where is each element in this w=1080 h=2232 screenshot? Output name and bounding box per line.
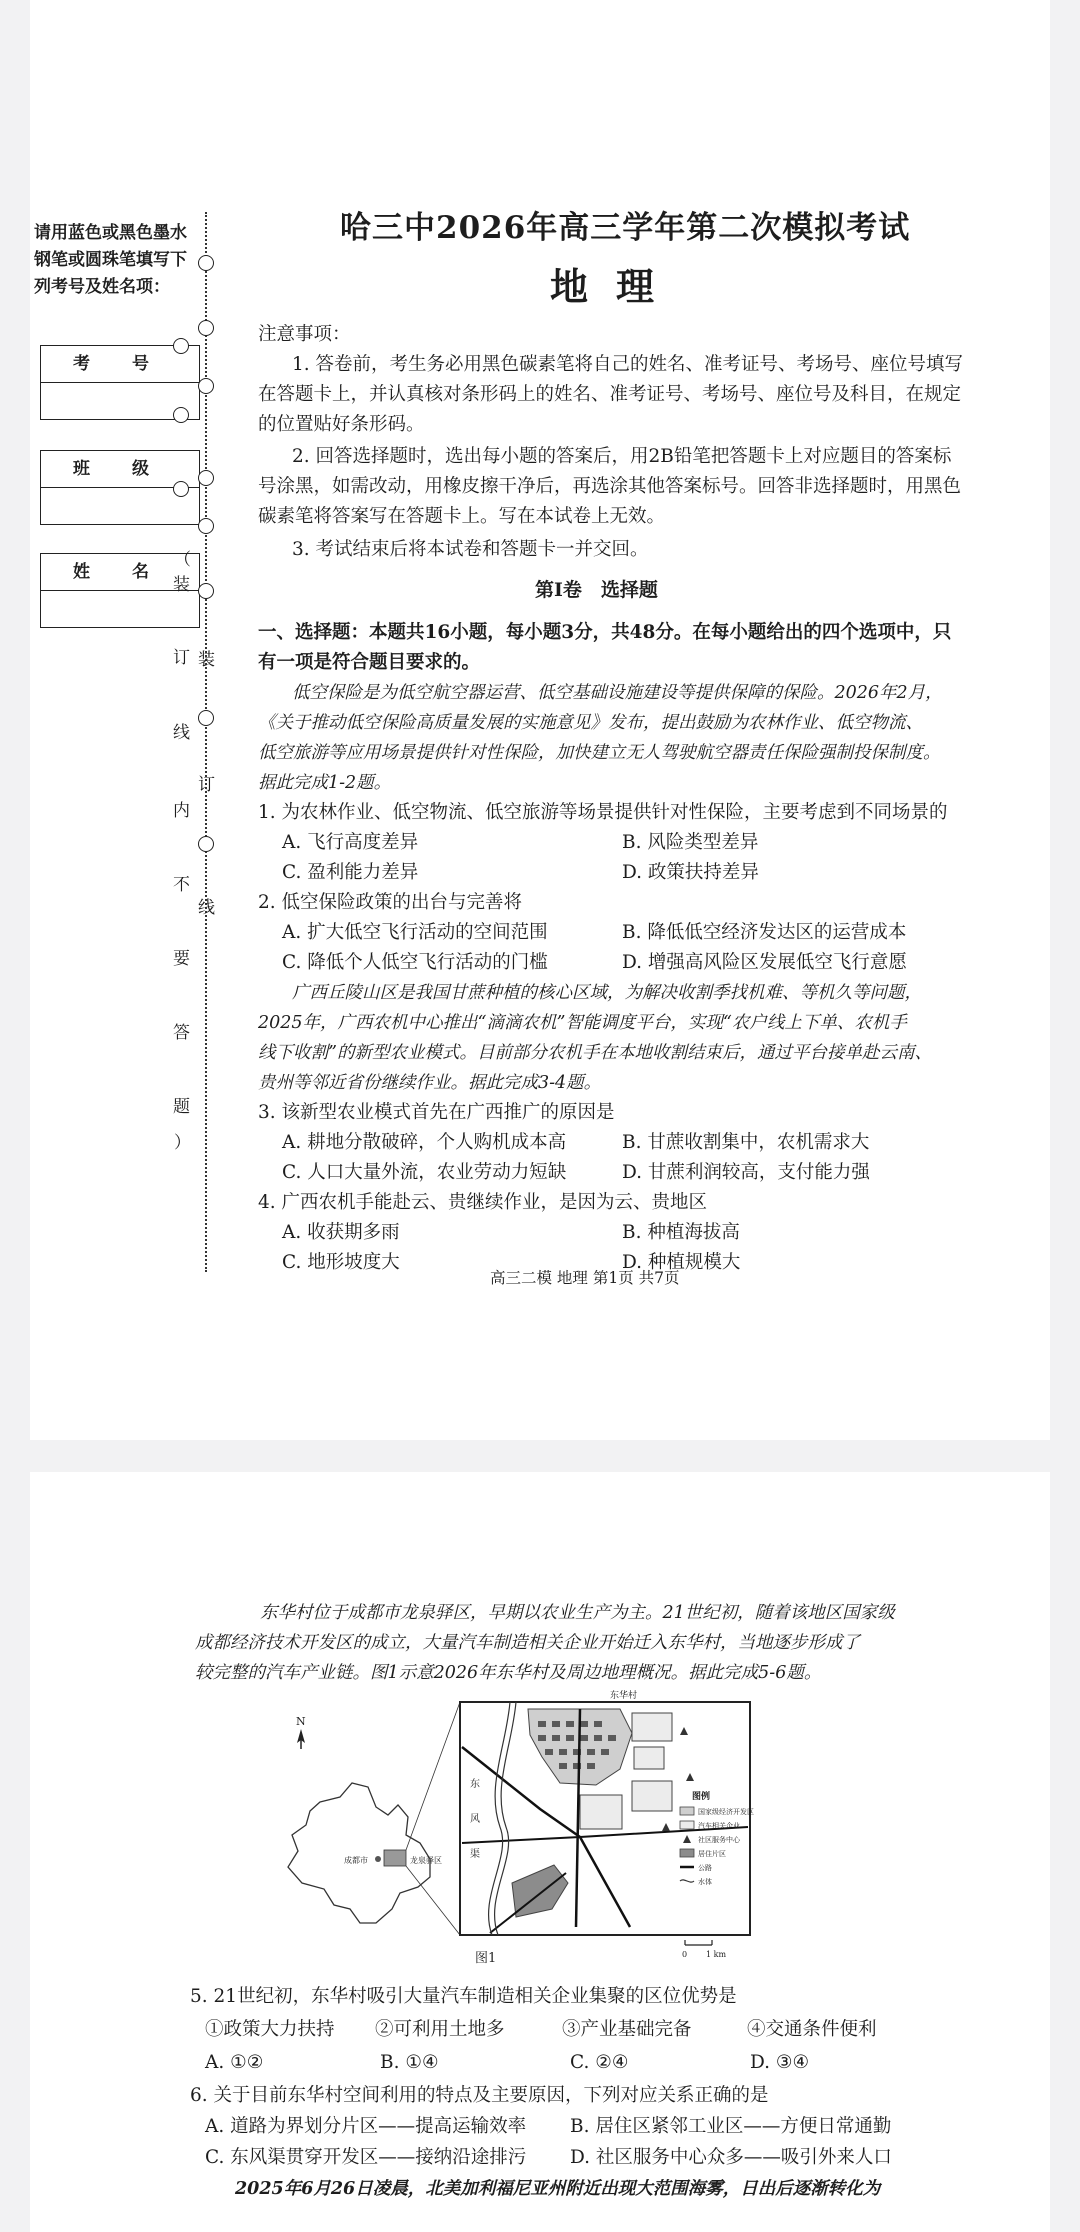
village-label: 东华村	[610, 1691, 638, 1701]
chengdu-label: 成都市	[344, 1856, 368, 1865]
option-d[interactable]: D. 增强高风险区发展低空飞行意愿	[622, 952, 907, 973]
legend-title: 图例	[692, 1792, 711, 1802]
option-c[interactable]: C. 东风渠贯穿开发区——接纳沿途排污	[205, 2147, 527, 2168]
name-field[interactable]	[41, 591, 199, 627]
question-stem: 1. 为农林作业、低空物流、低空旅游等场景提供针对性保险，主要考虑到不同场景的	[258, 802, 948, 823]
longquan-area	[384, 1850, 406, 1866]
scale-label: 1 km	[706, 1950, 727, 1959]
name-label: 姓 名	[41, 554, 199, 591]
option-d[interactable]: D. 甘蔗利润较高，支付能力强	[622, 1162, 870, 1183]
binding-line	[205, 212, 207, 1272]
legend-item: 公路	[698, 1864, 712, 1872]
canal-label: 东	[470, 1779, 480, 1790]
section-intro: 一、选择题：本题共16小题，每小题3分，共48分。在每小题给出的四个选项中，只	[258, 622, 952, 643]
passage-line: 广西丘陵山区是我国甘蔗种植的核心区域，为解决收割季找机难、等机久等问题，	[292, 983, 922, 1003]
longquan-label: 龙泉驿区	[410, 1856, 442, 1865]
industrial-block	[580, 1795, 622, 1829]
statement-4: ④交通条件便利	[747, 2019, 877, 2040]
passage-line: 线下收割”的新型农业模式。目前部分农机手在本地收割结束后，通过平台接单赴云南、	[258, 1043, 932, 1063]
question-stem: 4. 广西农机手能赴云、贵继续作业，是因为云、贵地区	[258, 1192, 708, 1213]
binding-hole	[173, 481, 189, 497]
notes-line: 在答题卡上，并认真核对条形码上的姓名、准考证号、考场号、座位号及科目，在规定	[258, 384, 962, 405]
figure-1-map	[280, 1687, 820, 1987]
section-title: 第Ⅰ卷 选择题	[535, 579, 658, 601]
passage-line: 据此完成1-2题。	[258, 773, 392, 793]
passage-line: 贵州等邻近省份继续作业。据此完成3-4题。	[258, 1073, 602, 1093]
industrial-block	[632, 1713, 672, 1741]
passage-line: 东华村位于成都市龙泉驿区，早期以农业生产为主。21世纪初，随着该地区国家级	[260, 1603, 895, 1623]
option-a[interactable]: A. 飞行高度差异	[282, 832, 419, 853]
legend-swatch	[680, 1821, 694, 1829]
side-instruction: 请用蓝色或黑色墨水钢笔或圆珠笔填写下列考号及姓名项：	[34, 223, 187, 297]
binding-hole	[198, 470, 214, 486]
legend-item: 水体	[698, 1878, 712, 1886]
statement-2: ②可利用土地多	[375, 2019, 505, 2040]
binding-char: ）	[174, 1133, 191, 1153]
option-a[interactable]: A. 收获期多雨	[282, 1222, 400, 1243]
binding-char: 要	[173, 949, 190, 969]
exam-page-2	[30, 1472, 1050, 2232]
option-a[interactable]: A. ①②	[205, 2052, 264, 2073]
binding-char: 订	[198, 775, 215, 795]
notes-line: 1. 答卷前，考生务必用黑色碳素笔将自己的姓名、准考证号、考场号、座位号填写	[292, 354, 964, 375]
canal-label: 渠	[470, 1849, 480, 1860]
binding-char: 订	[173, 648, 190, 668]
binding-hole	[173, 338, 189, 354]
notes-line: 的位置贴好条形码。	[258, 414, 425, 435]
binding-hole	[198, 583, 214, 599]
binding-char: 题	[173, 1097, 190, 1117]
north-arrow-icon	[297, 1729, 305, 1749]
binding-char: 不	[173, 875, 190, 895]
section-intro: 有一项是符合题目要求的。	[258, 652, 481, 673]
option-c[interactable]: C. 地形坡度大	[282, 1252, 400, 1273]
option-d[interactable]: D. ③④	[750, 2052, 810, 2073]
binding-char: 线	[198, 898, 215, 918]
option-c[interactable]: C. 盈利能力差异	[282, 862, 419, 883]
option-b[interactable]: B. 降低低空经济发达区的运营成本	[622, 922, 907, 943]
passage-line: 2025年，广西农机中心推出“滴滴农机”智能调度平台，实现“农户线上下单、农机手	[258, 1013, 907, 1033]
legend-item: 国家级经济开发区	[698, 1808, 754, 1816]
binding-hole	[198, 710, 214, 726]
exam-page-1	[30, 0, 1050, 1440]
statement-3: ③产业基础完备	[562, 2019, 692, 2040]
option-d[interactable]: D. 种植规模大	[622, 1252, 741, 1273]
option-b[interactable]: B. 风险类型差异	[622, 832, 759, 853]
binding-hole	[198, 836, 214, 852]
scale-label: 0	[682, 1950, 688, 1959]
question-stem: 3. 该新型农业模式首先在广西推广的原因是	[258, 1102, 615, 1123]
option-b[interactable]: B. 甘蔗收割集中，农机需求大	[622, 1132, 870, 1153]
passage-line: 2025年6月26日凌晨，北美加利福尼亚州附近出现大范围海雾，日出后逐渐转化为	[235, 2179, 881, 2199]
option-a[interactable]: A. 耕地分散破碎，个人购机成本高	[282, 1132, 567, 1153]
notes-line: 号涂黑，如需改动，用橡皮擦干净后，再选涂其他答案标号。回答非选择题时，用黑色	[258, 476, 962, 497]
notes-line: 2. 回答选择题时，选出每小题的答案后，用2B铅笔把答题卡上对应题目的答案标	[292, 446, 952, 467]
legend-item: 汽车相关企业	[698, 1822, 740, 1830]
option-b[interactable]: B. 居住区紧邻工业区——方便日常通勤	[570, 2116, 892, 2137]
question-stem: 6. 关于目前东华村空间利用的特点及主要原因，下列对应关系正确的是	[190, 2085, 769, 2106]
passage-line: 成都经济技术开发区的成立，大量汽车制造相关企业开始迁入东华村，当地逐步形成了	[195, 1633, 860, 1653]
legend-item: 社区服务中心	[698, 1836, 740, 1844]
binding-char: 装	[173, 575, 190, 595]
exam-number-label: 考 号	[41, 346, 199, 383]
binding-char: 内	[173, 801, 190, 821]
chengdu-outline	[288, 1783, 430, 1923]
option-c[interactable]: C. 人口大量外流，农业劳动力短缺	[282, 1162, 567, 1183]
option-c[interactable]: C. 降低个人低空飞行活动的门槛	[282, 952, 548, 973]
legend-item: 居住片区	[698, 1850, 726, 1858]
binding-hole	[198, 518, 214, 534]
legend-swatch	[680, 1849, 694, 1857]
chengdu-marker	[375, 1856, 381, 1862]
class-label: 班 级	[41, 451, 199, 488]
figure-caption: 图1	[475, 1951, 497, 1966]
binding-hole	[198, 378, 214, 394]
option-a[interactable]: A. 道路为界划分片区——提高运输效率	[205, 2116, 527, 2137]
industrial-block	[632, 1781, 672, 1811]
exam-title: 哈三中2026年高三学年第二次模拟考试	[340, 210, 911, 246]
passage-line: 《关于推动低空保险高质量发展的实施意见》发布，提出鼓励为农林作业、低空物流、	[258, 713, 923, 733]
option-d[interactable]: D. 政策扶持差异	[622, 862, 759, 883]
canal-label: 风	[470, 1814, 480, 1825]
industrial-block	[634, 1747, 664, 1769]
notes-heading: 注意事项：	[258, 324, 351, 345]
question-stem: 2. 低空保险政策的出台与完善将	[258, 892, 523, 913]
callout-line	[406, 1702, 460, 1850]
binding-hole	[173, 407, 189, 423]
question-stem: 5. 21世纪初，东华村吸引大量汽车制造相关企业集聚的区位优势是	[190, 1986, 737, 2007]
binding-char: （	[174, 550, 191, 570]
option-c[interactable]: C. ②④	[570, 2052, 629, 2073]
passage-line: 较完整的汽车产业链。图1示意2026年东华村及周边地理概况。据此完成5-6题。	[195, 1663, 822, 1683]
option-a[interactable]: A. 扩大低空飞行活动的空间范围	[282, 922, 548, 943]
notes-line: 碳素笔将答案写在答题卡上。写在本试卷上无效。	[258, 506, 666, 527]
subject-title: 地理	[550, 264, 683, 309]
option-b[interactable]: B. ①④	[380, 2052, 439, 2073]
north-label: N	[296, 1715, 306, 1728]
option-b[interactable]: B. 种植海拔高	[622, 1222, 740, 1243]
callout-line	[406, 1866, 460, 1935]
binding-char: 线	[173, 723, 190, 743]
legend-swatch	[680, 1807, 694, 1815]
option-d[interactable]: D. 社区服务中心众多——吸引外来人口	[570, 2147, 892, 2168]
passage-line: 低空保险是为低空航空器运营、低空基础设施建设等提供保障的保险。2026年2月，	[292, 683, 943, 703]
statement-1: ①政策大力扶持	[205, 2019, 335, 2040]
binding-char: 装	[198, 650, 215, 670]
binding-char: 答	[173, 1023, 190, 1043]
binding-hole	[198, 320, 214, 336]
binding-hole	[198, 255, 214, 271]
page-footer: 高三二模 地理 第1页 共7页	[490, 1269, 680, 1287]
passage-line: 低空旅游等应用场景提供针对性保险，加快建立无人驾驶航空器责任保险强制投保制度。	[258, 743, 941, 763]
notes-line: 3. 考试结束后将本试卷和答题卡一并交回。	[292, 539, 649, 560]
